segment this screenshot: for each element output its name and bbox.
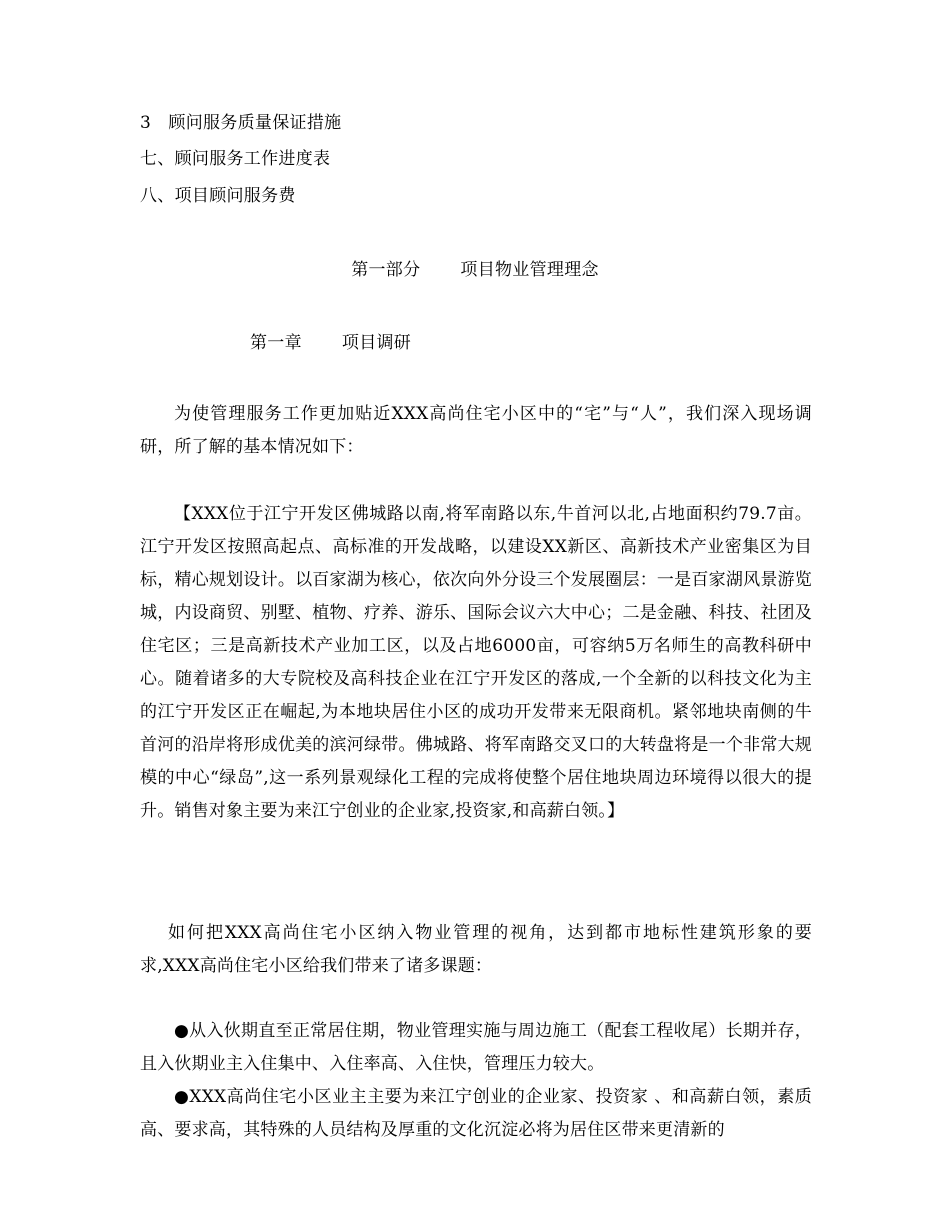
intro-paragraph: 为使管理服务工作更加贴近XXX高尚住宅小区中的“宅”与“人”，我们深入现场调研，所了解的基本情况如下： (140, 404, 812, 457)
part-heading (0, 259, 950, 281)
issues-paragraph: 如何把XXX高尚住宅小区纳入物业管理的视角，达到都市地标性建筑形象的要求,XXX高尚住宅小区给我们带来了诸多课题： (140, 923, 812, 976)
site-description-paragraph: 【XXX位于江宁开发区佛城路以南,将军南路以东,牛首河以北,占地面积约79.7亩。江宁开发区按照高起点、高标准的开发战略，以建设XX新区、高新技术产业密集区为目标，精心规划设计。以百家湖为核心，依次向外分设三个发展圈层：一是百家湖风景游览城，内设商贸、别墅、植物、疗养、游乐、国际会议六大中心；二是金融、科技、社团及住宅区；三是高新技术产业加工区，以及占地6000亩，可容纳5万名师生的高教科研中心。随着诸多的大专院校及高科技企业在江宁开发区的落成,一个全新的以科技文化为主的江宁开发区正在崛起,为本地块居住小区的成功开发带来无限商机。紧邻地块南侧的牛首河的沿岸将形成优美的滨河绿带。佛城路、将军南路交叉口的大转盘将是一个非常大规模的中心“绿岛”,这一系列景观绿化工程的完成将使整个居住地块周边环境得以很大的提升。销售对象主要为来江宁创业的企业家,投资家,和高薪白领。】 (140, 504, 812, 821)
chapter-title: 项目调研 (341, 333, 412, 353)
toc-item-8: 八、项目顾问服务费 (140, 186, 296, 206)
part-title: 项目物业管理理念 (460, 260, 599, 280)
chapter-label: 第一章 (250, 333, 302, 353)
part-label: 第一部分 (351, 260, 421, 280)
toc-item-3: 3 顾问服务质量保证措施 (140, 113, 342, 133)
toc-item-7: 七、顾问服务工作进度表 (140, 149, 331, 169)
bullet-item-1: ●从入伙期直至正常居住期，物业管理实施与周边施工（配套工程收尾）长期并存，且入伙期业主入住集中、入住率高、入住快，管理压力较大。 (140, 1021, 812, 1074)
bullet-item-2: ●XXX高尚住宅小区业主主要为来江宁创业的企业家、投资家 、和高薪白领，素质高、要求高，其特殊的人员结构及厚重的文化沉淀必将为居住区带来更清新的 (140, 1087, 812, 1140)
chapter-heading (250, 332, 411, 354)
